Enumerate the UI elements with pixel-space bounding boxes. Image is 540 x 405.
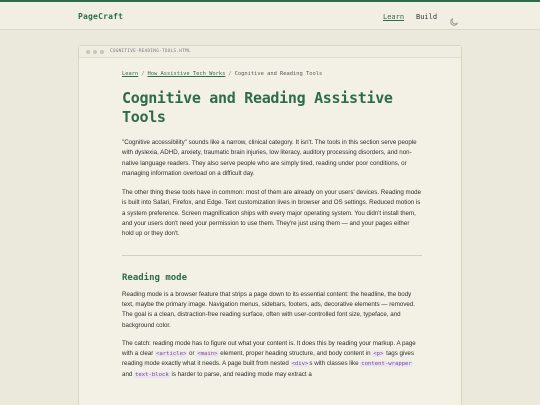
breadcrumb [122,71,422,77]
text-segment: is harder to parse, and reading mode may extract a [169,370,312,378]
reading-mode-paragraph-2 [122,339,422,380]
window-control-dot [86,50,90,54]
text-segment: and [122,370,135,378]
top-navigation-bar [0,0,540,30]
code-text-block: text-block [135,371,169,378]
text-segment: s with classes like [309,360,361,368]
breadcrumb-separator: / [228,71,232,77]
page-title: Cognitive and Reading Assistive Tools [122,89,393,126]
nav-link-learn[interactable]: Learn [383,13,405,21]
intro-paragraph-2: The other thing these tools have in common: most of them are already on your users' devices. Reading mode is built into Safari, Firefox, and Edge. Text customization lives in browser and OS settings. Reduced motion is a system preference. Screen magnification ships with every major operating system. You didn't install them, and your users don't need your permission to use them. They're just using them — and your pages either hold up or they don't. [122,189,422,238]
text-segment: element, proper heading structure, and body content in [218,350,373,358]
breadcrumb-link-learn[interactable]: Learn [122,71,139,77]
intro-paragraph-1: "Cognitive accessibility" sounds like a narrow, clinical category. It isn't. The tools in this section serve people with dyslexia, ADHD, anxiety, traumatic brain injuries, low literacy, auditory processing disorders, and non-native language readers. They also serve people who are simply tired, reading under poor conditions, or managing information overload on a difficult day. [122,139,417,177]
reading-mode-paragraph-1: Reading mode is a browser feature that strips a page down to its essential content: the headline, the body text, maybe the primary image. Navigation menus, sidebars, footers, ads, decorative elements — removed. The goal is a clean, distraction-free reading surface, often with user-controlled font size, typeface, and background color. [122,290,416,329]
window-control-dot [100,50,104,54]
text-segment: The catch: reading mode has to figure out what your content is. It does this by reading your markup. A page with a clear [122,339,416,358]
text-segment: tags gives reading mode exactly what it needs. A page built from nested [122,350,414,368]
brand-logo[interactable]: PageCraft [78,12,124,21]
code-content-wrapper: content-wrapper [361,361,412,368]
moon-icon[interactable] [449,12,459,22]
section-divider [122,255,422,256]
code-p: <p> [373,351,384,358]
code-main: <main> [197,351,218,358]
document-window [78,45,462,405]
window-title-bar [79,46,461,58]
code-article: <article> [156,351,187,358]
article-content [122,71,422,380]
breadcrumb-link-how-assistive-tech-works[interactable]: How Assistive Tech Works [147,71,226,77]
code-div: <div> [291,361,309,368]
breadcrumb-separator: / [141,71,145,77]
breadcrumb-current: Cognitive and Reading Tools [234,71,323,77]
window-control-dot [93,50,97,54]
text-segment: or [187,350,197,358]
window-filename: COGNITIVE-READING-TOOLS.HTML [110,49,191,54]
section-heading-reading-mode: Reading mode [122,272,188,283]
nav-link-build[interactable]: Build [416,13,438,21]
